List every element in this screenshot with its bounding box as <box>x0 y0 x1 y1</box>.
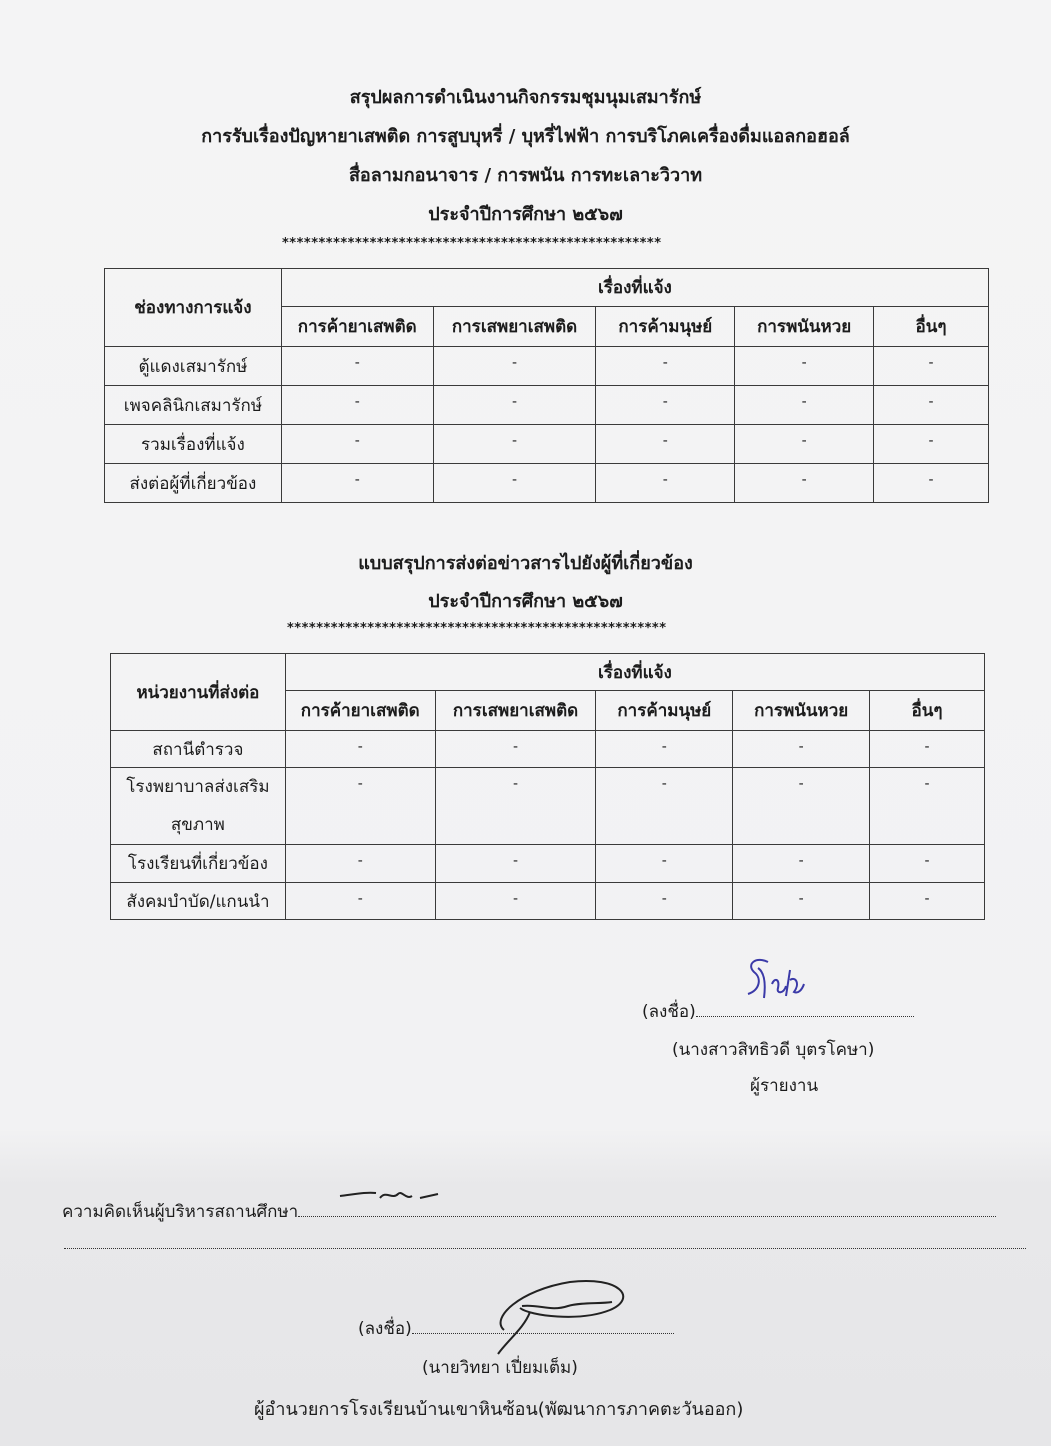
cell-value: - <box>596 731 733 768</box>
cell-value: - <box>433 464 596 503</box>
director-role: ผู้อำนวยการโรงเรียนบ้านเขาหินซ้อน(พัฒนาการภาคตะวันออก) <box>254 1399 744 1420</box>
separator-stars: **************************************************** <box>282 236 662 251</box>
cell-value: - <box>870 731 985 768</box>
cell-value: - <box>281 386 433 425</box>
table-row <box>111 883 985 920</box>
report-year: ประจำปีการศึกษา ๒๕๖๗ <box>428 204 623 225</box>
column-header: การค้ายาเสพติด <box>285 691 435 731</box>
cell-value: - <box>874 347 989 386</box>
cell-value: - <box>733 883 870 920</box>
reporter-name: (นางสาวสิทธิวดี บุตรโคษา) <box>672 1040 875 1060</box>
column-header: การค้ามนุษย์ <box>596 307 735 347</box>
cell-value: - <box>433 347 596 386</box>
sign-prefix: (ลงชื่อ) <box>358 1319 412 1339</box>
director-comment-line <box>62 1198 996 1225</box>
director-name: (นายวิทยา เปี่ยมเต็ม) <box>422 1358 578 1378</box>
cell-value: - <box>874 386 989 425</box>
section2-title: แบบสรุปการส่งต่อข่าวสารไปยังผู้ที่เกี่ยวข้อง <box>358 553 693 574</box>
column-header: การเสพยาเสพติด <box>435 691 596 731</box>
director-signature-icon <box>460 1268 650 1358</box>
cell-value: - <box>435 883 596 920</box>
row-label <box>111 768 286 845</box>
cell-value: - <box>596 464 735 503</box>
cell-value: - <box>281 464 433 503</box>
cell-value: - <box>874 425 989 464</box>
cell-value: - <box>735 386 874 425</box>
column-header: อื่นๆ <box>874 307 989 347</box>
cell-value: - <box>435 731 596 768</box>
table-row <box>111 731 985 768</box>
cell-value: - <box>435 768 596 845</box>
table-row <box>105 386 989 425</box>
row-label: สังคมบำบัด/แกนนำ <box>111 883 286 920</box>
row-label: ตู้แดงเสมารักษ์ <box>105 347 282 386</box>
separator-stars: **************************************************** <box>287 621 667 636</box>
referral-table <box>110 653 985 920</box>
report-channel-table <box>104 268 989 503</box>
cell-value: - <box>735 425 874 464</box>
row-label: โรงเรียนที่เกี่ยวข้อง <box>111 845 286 883</box>
table-corner-header: หน่วยงานที่ส่งต่อ <box>111 654 286 731</box>
cell-value: - <box>281 347 433 386</box>
comment-label: ความคิดเห็นผู้บริหารสถานศึกษา <box>62 1202 299 1222</box>
cell-value: - <box>596 386 735 425</box>
cell-value: - <box>281 425 433 464</box>
row-label: เพจคลินิกเสมารักษ์ <box>105 386 282 425</box>
cell-value: - <box>870 883 985 920</box>
table-row <box>111 845 985 883</box>
report-subtitle-1: การรับเรื่องปัญหายาเสพติด การสูบบุหรี่ / บุหรี่ไฟฟ้า การบริโภคเครื่องดื่มแอลกอฮอล์ <box>201 126 850 147</box>
comment-scribble-icon <box>336 1186 456 1208</box>
column-header: การพนันหวย <box>735 307 874 347</box>
cell-value: - <box>433 425 596 464</box>
row-label-line1: โรงพยาบาลส่งเสริม <box>126 777 270 797</box>
sign-prefix: (ลงชื่อ) <box>642 1002 696 1022</box>
dotted-line <box>64 1236 1026 1249</box>
cell-value: - <box>596 845 733 883</box>
table-row <box>105 347 989 386</box>
column-header: การค้ายาเสพติด <box>281 307 433 347</box>
column-header: การเสพยาเสพติด <box>433 307 596 347</box>
row-label-line2: สุขภาพ <box>170 815 225 835</box>
cell-value: - <box>735 347 874 386</box>
table-row <box>111 768 985 845</box>
section2-year: ประจำปีการศึกษา ๒๕๖๗ <box>428 591 623 612</box>
table-group-header: เรื่องที่แจ้ง <box>281 269 988 307</box>
reporter-role: ผู้รายงาน <box>750 1076 819 1096</box>
report-title: สรุปผลการดำเนินงานกิจกรรมชุมนุมเสมารักษ์ <box>349 87 702 108</box>
table-row <box>105 464 989 503</box>
cell-value: - <box>285 883 435 920</box>
cell-value: - <box>285 845 435 883</box>
row-label: รวมเรื่องที่แจ้ง <box>105 425 282 464</box>
cell-value: - <box>596 425 735 464</box>
cell-value: - <box>870 845 985 883</box>
cell-value: - <box>733 845 870 883</box>
cell-value: - <box>285 768 435 845</box>
cell-value: - <box>870 768 985 845</box>
cell-value: - <box>596 768 733 845</box>
cell-value: - <box>735 464 874 503</box>
column-header: การค้ามนุษย์ <box>596 691 733 731</box>
column-header: อื่นๆ <box>870 691 985 731</box>
row-label: ส่งต่อผู้ที่เกี่ยวข้อง <box>105 464 282 503</box>
column-header: การพนันหวย <box>733 691 870 731</box>
cell-value: - <box>596 883 733 920</box>
cell-value: - <box>733 768 870 845</box>
cell-value: - <box>874 464 989 503</box>
cell-value: - <box>285 731 435 768</box>
cell-value: - <box>433 386 596 425</box>
row-label: สถานีตำรวจ <box>111 731 286 768</box>
table-group-header: เรื่องที่แจ้ง <box>285 654 984 691</box>
report-subtitle-2: สื่อลามกอนาจาร / การพนัน การทะเลาะวิวาท <box>348 165 703 186</box>
table-row <box>105 425 989 464</box>
reporter-signature-icon <box>738 950 818 1010</box>
cell-value: - <box>596 347 735 386</box>
cell-value: - <box>435 845 596 883</box>
cell-value: - <box>733 731 870 768</box>
table-corner-header: ช่องทางการแจ้ง <box>105 269 282 347</box>
